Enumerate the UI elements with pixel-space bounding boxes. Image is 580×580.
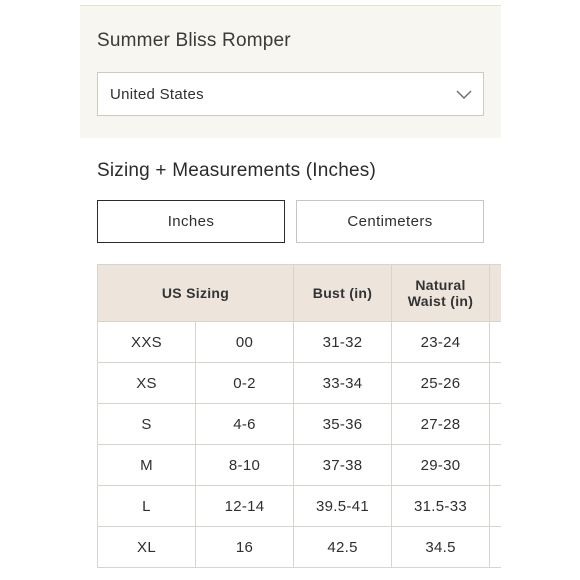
size-table — [97, 264, 501, 568]
waist-value: 29-30 — [392, 445, 490, 486]
country-select-value: United States — [110, 85, 204, 103]
table-row — [98, 445, 502, 486]
sizing-title: Sizing + Measurements (Inches) — [97, 160, 376, 181]
waist-value: 25-26 — [392, 363, 490, 404]
size-label: M — [98, 445, 196, 486]
bust-value: 31-32 — [294, 322, 392, 363]
bust-value: 37-38 — [294, 445, 392, 486]
table-row — [98, 527, 502, 568]
header-natural-waist — [392, 265, 490, 322]
product-panel — [80, 0, 501, 138]
chevron-down-icon — [455, 85, 473, 103]
country-select[interactable] — [97, 72, 484, 116]
table-row — [98, 363, 502, 404]
size-number: 4-6 — [196, 404, 294, 445]
cut-off-cell — [490, 445, 501, 486]
cut-off-cell — [490, 363, 501, 404]
size-label: XXS — [98, 322, 196, 363]
table-header-row — [98, 265, 502, 322]
header-waist-line2: Waist (in) — [407, 293, 474, 309]
size-label: S — [98, 404, 196, 445]
bust-value: 33-34 — [294, 363, 392, 404]
product-title: Summer Bliss Romper — [97, 30, 291, 51]
size-number: 8-10 — [196, 445, 294, 486]
bust-value: 39.5-41 — [294, 486, 392, 527]
size-number: 0-2 — [196, 363, 294, 404]
header-us-sizing: US Sizing — [98, 265, 294, 322]
cut-off-cell — [490, 527, 501, 568]
centimeters-button[interactable]: Centimeters — [296, 200, 484, 243]
header-next-column — [490, 265, 501, 322]
header-bust: Bust (in) — [294, 265, 392, 322]
bust-value: 35-36 — [294, 404, 392, 445]
table-row — [98, 486, 502, 527]
size-number: 00 — [196, 322, 294, 363]
table-row — [98, 404, 502, 445]
size-table-scroll[interactable] — [97, 264, 501, 580]
inches-button[interactable]: Inches — [97, 200, 285, 243]
waist-value: 23-24 — [392, 322, 490, 363]
cut-off-cell — [490, 404, 501, 445]
size-label: L — [98, 486, 196, 527]
size-label: XS — [98, 363, 196, 404]
waist-value: 31.5-33 — [392, 486, 490, 527]
bust-value: 42.5 — [294, 527, 392, 568]
cut-off-cell — [490, 322, 501, 363]
table-row — [98, 322, 502, 363]
size-number: 12-14 — [196, 486, 294, 527]
waist-value: 27-28 — [392, 404, 490, 445]
cut-off-cell — [490, 486, 501, 527]
waist-value: 34.5 — [392, 527, 490, 568]
size-number: 16 — [196, 527, 294, 568]
size-label: XL — [98, 527, 196, 568]
header-waist-line1: Natural — [415, 277, 466, 293]
